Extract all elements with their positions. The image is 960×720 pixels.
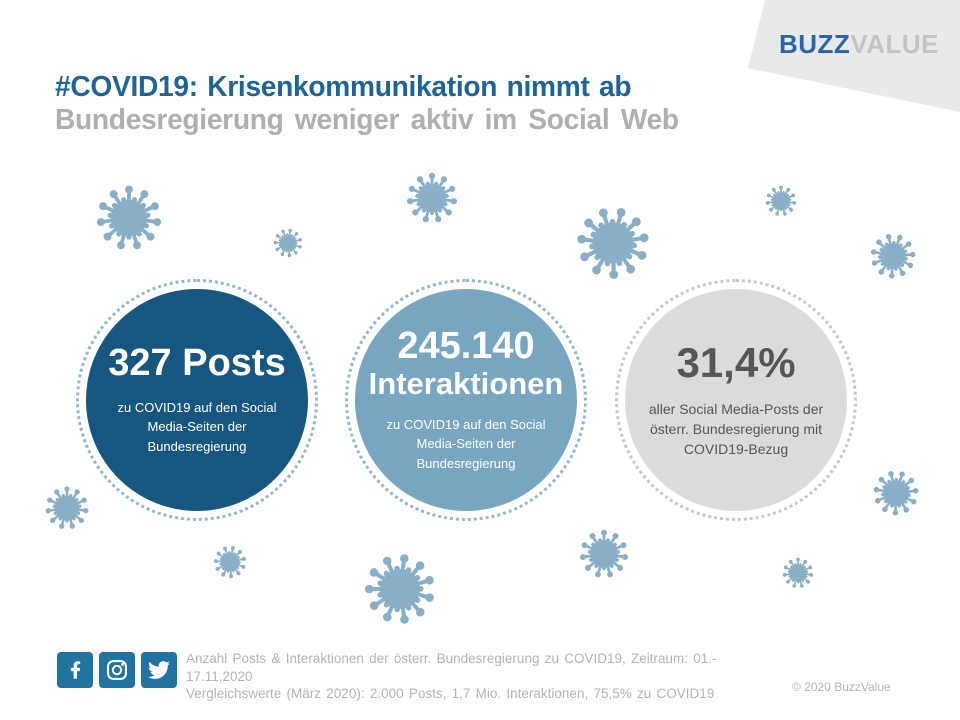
virus-icon xyxy=(269,224,306,261)
logo-text-secondary: VALUE xyxy=(850,29,940,59)
stat-interactions-circle xyxy=(355,289,577,511)
virus-icon xyxy=(93,182,165,254)
virus-icon xyxy=(577,527,631,581)
facebook-button[interactable] xyxy=(57,652,93,688)
virus-icon xyxy=(781,556,815,590)
virus-icon xyxy=(861,224,925,288)
facebook-icon xyxy=(70,660,81,680)
stat-share-value: 31,4% xyxy=(676,338,796,386)
stat-posts-description: zu COVID19 auf den Social Media-Seiten der Bundesregierung xyxy=(117,399,277,454)
footer-source-note xyxy=(186,650,766,703)
twitter-button[interactable] xyxy=(141,652,177,688)
virus-icon xyxy=(404,170,460,226)
stat-share-ring xyxy=(615,279,857,521)
stat-posts-ring xyxy=(76,279,318,521)
page-title: #COVID19: Krisenkommunikation nimmt ab xyxy=(55,71,632,103)
stat-share-description: aller Social Media-Posts der österr. Bundesregierung mit COVID19-Bezug xyxy=(648,400,824,458)
stat-share-circle xyxy=(625,289,847,511)
stat-interactions-ring xyxy=(345,279,587,521)
stat-interactions-description: zu COVID19 auf den Social Media-Seiten der Bundesregierung xyxy=(386,416,546,471)
copyright-note: © 2020 BuzzValue xyxy=(792,680,891,694)
stat-interactions-value: 245.140 xyxy=(397,324,535,367)
virus-icon xyxy=(764,184,798,218)
virus-icon xyxy=(209,541,252,584)
instagram-button[interactable] xyxy=(99,652,135,688)
virus-icon xyxy=(864,461,927,524)
page-subtitle: Bundesregierung weniger aktiv im Social Web xyxy=(55,104,679,136)
stat-interactions-value-label: Interaktionen xyxy=(368,365,564,401)
stat-posts-circle xyxy=(86,289,308,511)
instagram-icon xyxy=(103,656,131,684)
virus-icon xyxy=(356,545,444,633)
social-icons xyxy=(57,652,177,688)
stat-posts-value: 327 Posts xyxy=(108,341,286,384)
virus-icon xyxy=(564,194,662,292)
footer-line-2: Vergleichswerte (März 2020): 2.000 Posts, 1,7 Mio. Interaktionen, 75,5% zu COVID19 xyxy=(186,686,715,702)
twitter-icon xyxy=(148,659,170,681)
buzzvalue-logo xyxy=(779,29,939,60)
logo-text-primary: BUZZ xyxy=(779,29,851,59)
footer-line-1: Anzahl Posts & Interaktionen der österr. Bundesregierung zu COVID19, Zeitraum: 01.- 17.11.2020 xyxy=(186,651,717,684)
virus-icon xyxy=(43,484,91,532)
